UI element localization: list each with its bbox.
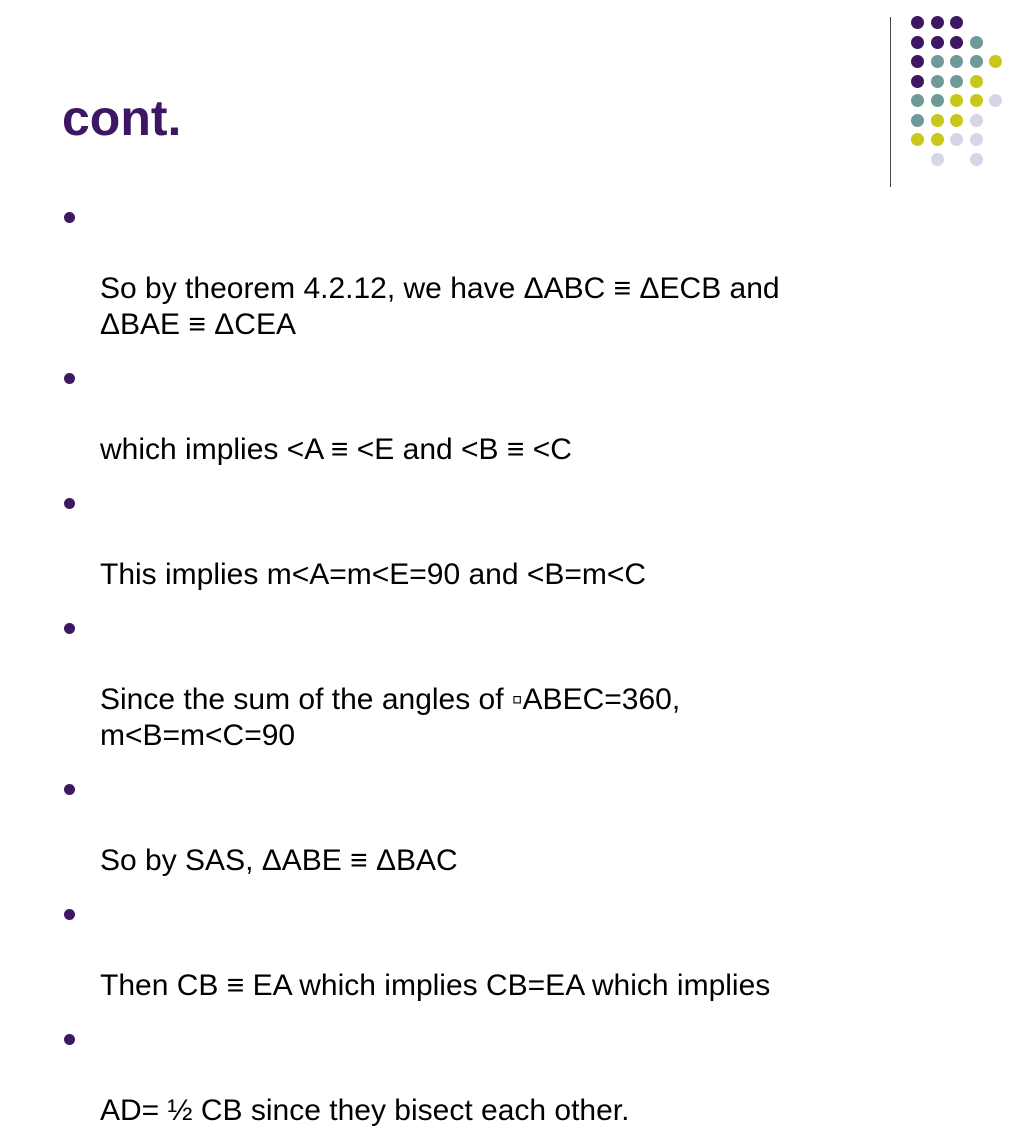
bullet-dot-icon [64, 212, 75, 223]
bullet-item-5 [62, 771, 962, 879]
decorative-dot [950, 36, 963, 49]
decorative-dot [931, 55, 944, 68]
decorative-dot [911, 55, 924, 68]
decorative-dot [989, 55, 1002, 68]
bullet-dot-icon [64, 498, 75, 509]
decorative-dot [931, 16, 944, 29]
decorative-dot [931, 36, 944, 49]
bullet-text: This implies m<A=m<E=90 and <B=m<C [100, 558, 647, 591]
decorative-dot [970, 36, 983, 49]
bullet-dot-icon [64, 373, 75, 384]
decorative-dot [931, 94, 944, 107]
decorative-dot [911, 94, 924, 107]
bullet-dot-icon [64, 909, 75, 920]
bullet-item-4 [62, 610, 962, 754]
bullet-item-2 [62, 360, 962, 468]
slide-title: cont. [62, 90, 182, 146]
bullet-text: AD= ½ CB since they bisect each other. [100, 1094, 630, 1127]
bullet-list [62, 199, 962, 1146]
title-divider-line [890, 17, 891, 187]
bullet-dot-icon [64, 784, 75, 795]
bullet-item-7 [62, 1021, 962, 1129]
bullet-text: So by SAS, ΔABE ≡ ΔBAC [100, 844, 458, 877]
decorative-dot [931, 114, 944, 127]
bullet-text: Then CB ≡ EA which implies CB=EA which implies [100, 969, 771, 1002]
decorative-dot [970, 55, 983, 68]
bullet-text: So by theorem 4.2.12, we have ΔABC ≡ ΔECB and ΔBAE ≡ ΔCEA [100, 272, 780, 341]
decorative-dot [950, 16, 963, 29]
bullet-dot-icon [64, 1034, 75, 1045]
decorative-dot [950, 75, 963, 88]
decorative-dot [970, 133, 983, 146]
decorative-dot [911, 114, 924, 127]
decorative-dot [931, 133, 944, 146]
bullet-item-6 [62, 896, 962, 1004]
decorative-dot [950, 94, 963, 107]
decorative-dot [970, 75, 983, 88]
decorative-dot [911, 16, 924, 29]
bullet-item-1 [62, 199, 962, 343]
decorative-dot [950, 133, 963, 146]
decorative-dot [950, 114, 963, 127]
decorative-dot [931, 75, 944, 88]
decorative-dot [970, 94, 983, 107]
bullet-text: which implies <A ≡ <E and <B ≡ <C [100, 433, 572, 466]
decorative-dot [970, 153, 983, 166]
bullet-item-3 [62, 485, 962, 593]
decorative-dot [989, 94, 1002, 107]
decorative-dot [970, 114, 983, 127]
decorative-dot [911, 75, 924, 88]
bullet-text: Since the sum of the angles of ▫ABEC=360, m<B=m<C=90 [100, 683, 681, 752]
bullet-dot-icon [64, 623, 75, 634]
decorative-dot [931, 153, 944, 166]
decorative-dot [911, 133, 924, 146]
decorative-dot [950, 55, 963, 68]
decorative-dot [911, 36, 924, 49]
